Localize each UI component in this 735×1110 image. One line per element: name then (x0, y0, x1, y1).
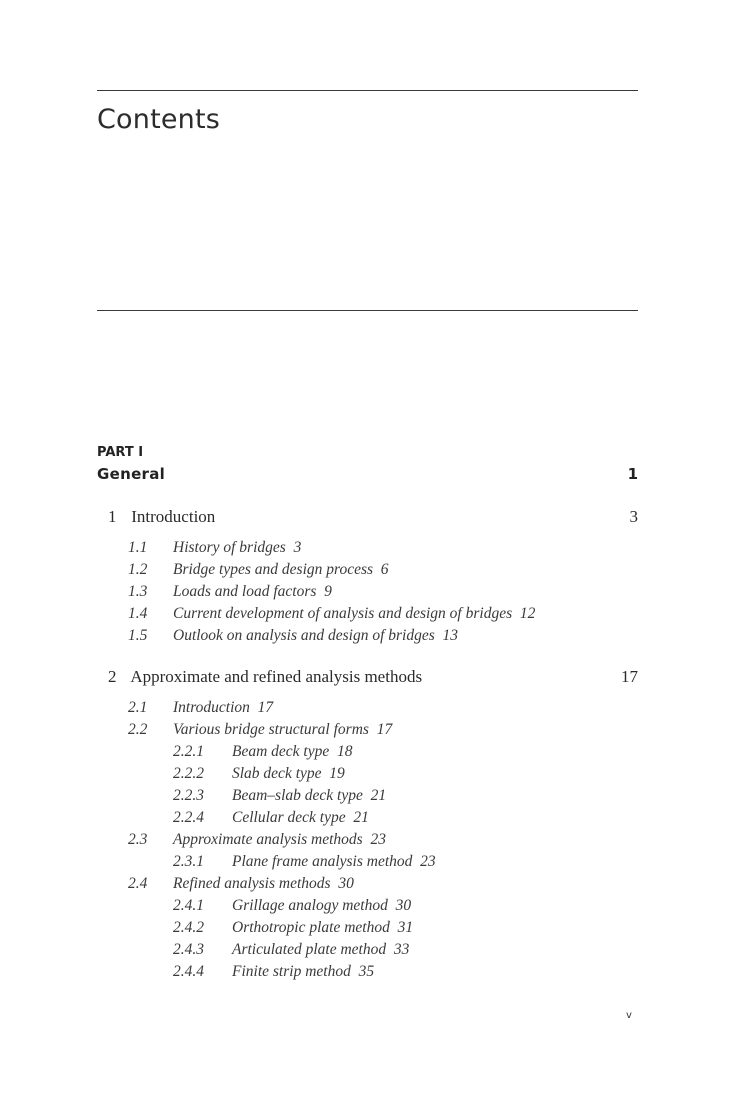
section-number: 2.4 (128, 875, 148, 892)
subsection-number: 2.2.2 (173, 765, 204, 782)
section-page: 23 (370, 831, 386, 848)
section-page: 12 (519, 605, 536, 622)
part-label: PART I (97, 445, 144, 460)
section-page: 9 (324, 583, 332, 600)
section-title: Outlook on analysis and design of bridges (173, 627, 435, 644)
subsection-title: Beam–slab deck type (232, 787, 363, 804)
subsection-title: Orthotropic plate method (232, 919, 390, 936)
section-title: Loads and load factors (173, 583, 317, 600)
subsection-page: 18 (337, 743, 353, 760)
subsection-number: 2.2.4 (173, 809, 204, 826)
subsection-title: Articulated plate method (232, 941, 387, 958)
subsection-page: 33 (393, 941, 410, 958)
section-page: 17 (257, 699, 274, 716)
section-page: 17 (376, 721, 393, 738)
section-title: History of bridges (173, 539, 286, 556)
section-title: Approximate analysis methods (173, 831, 363, 848)
part-page-number: 1 (627, 465, 638, 483)
subsection-number: 2.3.1 (173, 853, 204, 870)
subsection-number: 2.2.1 (173, 743, 204, 760)
subsection-title: Slab deck type (232, 765, 322, 782)
page-folio: v (626, 1010, 632, 1021)
subsection-page: 21 (353, 809, 369, 826)
section-number: 1.2 (128, 561, 148, 578)
toc-chapter-2[interactable] (108, 667, 638, 687)
section-title: Introduction (173, 699, 250, 716)
section-number: 1.3 (128, 583, 148, 600)
page-title: Contents (97, 104, 221, 135)
chapter-page: 17 (621, 667, 638, 686)
chapter-number: 1 (108, 507, 117, 526)
subsection-page: 21 (370, 787, 387, 804)
subsection-number: 2.4.1 (173, 897, 204, 914)
part-title: General (97, 465, 166, 483)
section-number: 2.1 (128, 699, 148, 716)
chapter-page: 3 (629, 507, 638, 526)
chapter-title: Approximate and refined analysis methods (130, 667, 423, 686)
section-title: Refined analysis methods (173, 875, 331, 892)
subsection-title: Beam deck type (232, 743, 330, 760)
section-title: Current development of analysis and design of bridges (173, 605, 513, 622)
subsection-title: Grillage analogy method (232, 897, 388, 914)
subsection-page: 23 (420, 853, 436, 870)
title-bottom-rule (97, 310, 638, 311)
section-number: 1.1 (128, 539, 148, 556)
section-number: 2.2 (128, 721, 148, 738)
subsection-title: Cellular deck type (232, 809, 346, 826)
section-title: Various bridge structural forms (173, 721, 369, 738)
section-page: 13 (442, 627, 459, 644)
subsection-page: 31 (397, 919, 414, 936)
subsection-number: 2.4.4 (173, 963, 204, 980)
section-page: 3 (293, 539, 302, 556)
chapter-number: 2 (108, 667, 117, 686)
subsection-page: 19 (329, 765, 345, 782)
subsection-title: Plane frame analysis method (232, 853, 413, 870)
subsection-number: 2.2.3 (173, 787, 204, 804)
subsection-number: 2.4.3 (173, 941, 204, 958)
chapter-title: Introduction (131, 507, 216, 526)
top-rule (97, 90, 638, 91)
section-page: 6 (380, 561, 389, 578)
section-number: 2.3 (128, 831, 148, 848)
section-page: 30 (338, 875, 354, 892)
subsection-page: 30 (395, 897, 412, 914)
subsection-title: Finite strip method (232, 963, 351, 980)
subsection-page: 35 (358, 963, 375, 980)
toc-chapter-1[interactable] (108, 507, 638, 527)
section-number: 1.4 (128, 605, 148, 622)
section-number: 1.5 (128, 627, 148, 644)
subsection-number: 2.4.2 (173, 919, 204, 936)
section-title: Bridge types and design process (173, 561, 374, 578)
